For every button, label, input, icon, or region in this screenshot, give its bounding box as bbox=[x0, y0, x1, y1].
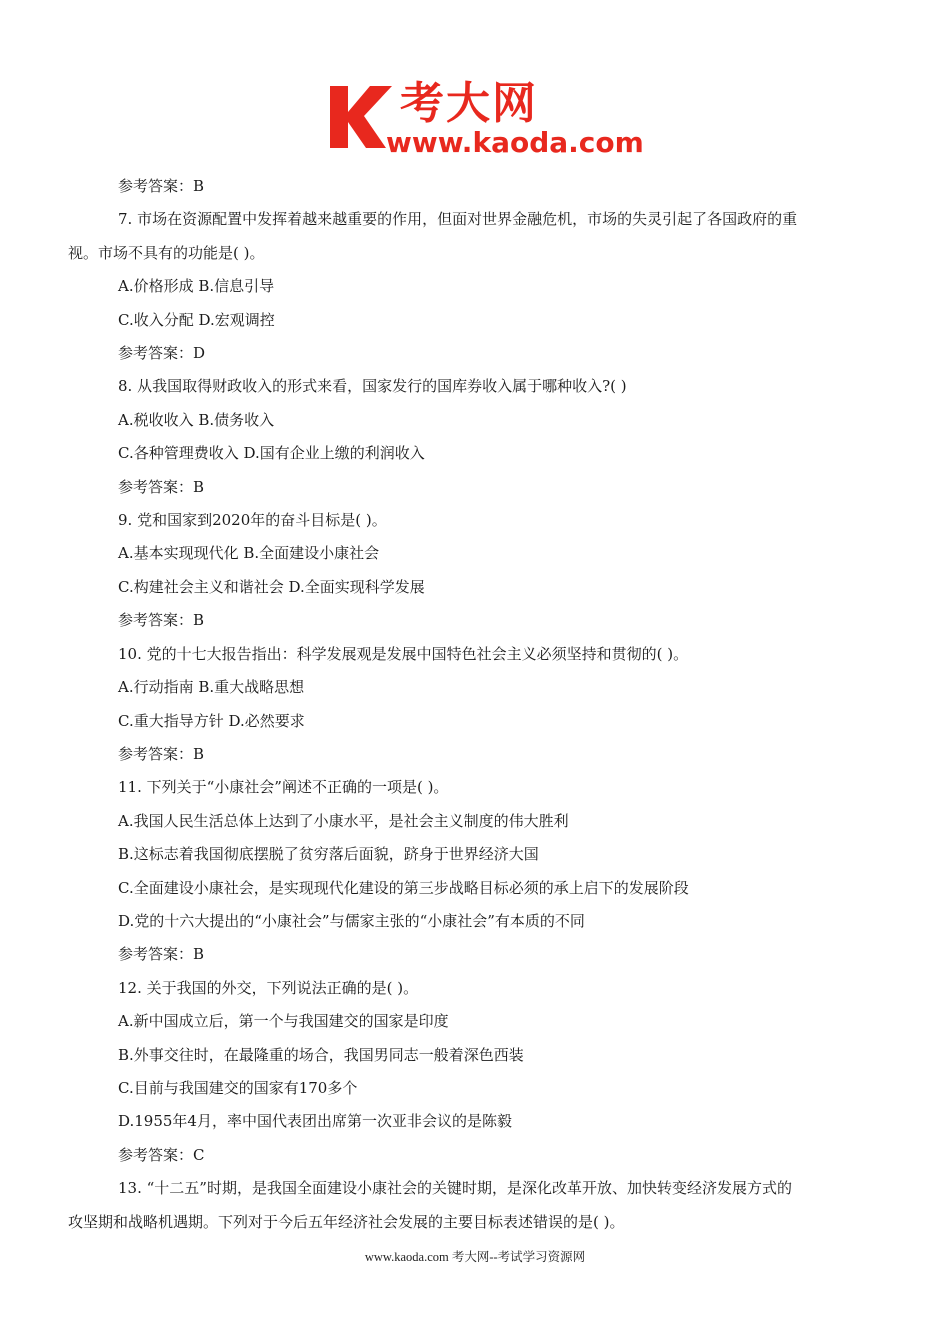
kaoda-logo bbox=[326, 78, 646, 158]
option-line: A.税收收入 B.债务收入 bbox=[118, 410, 275, 429]
logo-name: 考大网 bbox=[400, 78, 538, 129]
option-line: D.1955年4月，率中国代表团出席第一次亚非会议的是陈毅 bbox=[118, 1112, 512, 1131]
option-line: C.目前与我国建交的国家有170多个 bbox=[118, 1078, 358, 1097]
question-11: 11. 下列关于“小康社会”阐述不正确的一项是( )。 bbox=[118, 778, 449, 797]
option-line: B.外事交往时，在最隆重的场合，我国男同志一般着深色西装 bbox=[118, 1045, 524, 1064]
page-footer: www.kaoda.com 考大网--考试学习资源网 bbox=[364, 1250, 586, 1264]
option-line: A.行动指南 B.重大战略思想 bbox=[118, 678, 305, 697]
option-line: C.收入分配 D.宏观调控 bbox=[118, 310, 275, 329]
answer-line: 参考答案：D bbox=[118, 344, 206, 363]
answer-line: 参考答案：B bbox=[118, 945, 205, 964]
option-line: B.这标志着我国彻底摆脱了贫穷落后面貌，跻身于世界经济大国 bbox=[118, 845, 539, 864]
document-body bbox=[68, 170, 898, 1239]
question-7: 7. 市场在资源配置中发挥着越来越重要的作用，但面对世界金融危机，市场的失灵引起了各国政府的重 bbox=[118, 210, 798, 229]
option-line: A.新中国成立后，第一个与我国建交的国家是印度 bbox=[118, 1012, 449, 1031]
answer-line: 参考答案：B bbox=[118, 744, 205, 763]
question-12: 12. 关于我国的外交，下列说法正确的是( )。 bbox=[118, 978, 419, 997]
question-10: 10. 党的十七大报告指出：科学发展观是发展中国特色社会主义必须坚持和贯彻的( )。 bbox=[118, 644, 689, 663]
option-line: C.全面建设小康社会，是实现现代化建设的第三步战略目标必须的承上启下的发展阶段 bbox=[118, 878, 689, 897]
option-line: D.党的十六大提出的“小康社会”与儒家主张的“小康社会”有本质的不同 bbox=[118, 911, 585, 930]
option-line: C.各种管理费收入 D.国有企业上缴的利润收入 bbox=[118, 444, 425, 463]
option-line: C.重大指导方针 D.必然要求 bbox=[118, 711, 305, 730]
option-line: A.我国人民生活总体上达到了小康水平，是社会主义制度的伟大胜利 bbox=[118, 811, 569, 830]
question-8: 8. 从我国取得财政收入的形式来看，国家发行的国库券收入属于哪种收入?( ) bbox=[118, 377, 627, 396]
answer-line: 参考答案：C bbox=[118, 1145, 205, 1164]
answer-line: 参考答案：B bbox=[118, 477, 205, 496]
logo-url: www.kaoda.com bbox=[386, 126, 644, 159]
option-line: C.构建社会主义和谐社会 D.全面实现科学发展 bbox=[118, 577, 425, 596]
text-line: 参考答案：B bbox=[118, 177, 205, 195]
option-line: A.基本实现现代化 B.全面建设小康社会 bbox=[118, 544, 380, 563]
text-line: 视。市场不具有的功能是( )。 bbox=[68, 243, 265, 262]
question-9: 9. 党和国家到2020年的奋斗目标是( )。 bbox=[118, 511, 387, 530]
text-line: 攻坚期和战略机遇期。下列对于今后五年经济社会发展的主要目标表述错误的是( )。 bbox=[68, 1212, 625, 1231]
answer-line: 参考答案：B bbox=[118, 611, 205, 630]
question-13: 13. “十二五”时期，是我国全面建设小康社会的关键时期，是深化改革开放、加快转变经济发展方式的 bbox=[118, 1179, 792, 1198]
option-line: A.价格形成 B.信息引导 bbox=[118, 277, 275, 296]
